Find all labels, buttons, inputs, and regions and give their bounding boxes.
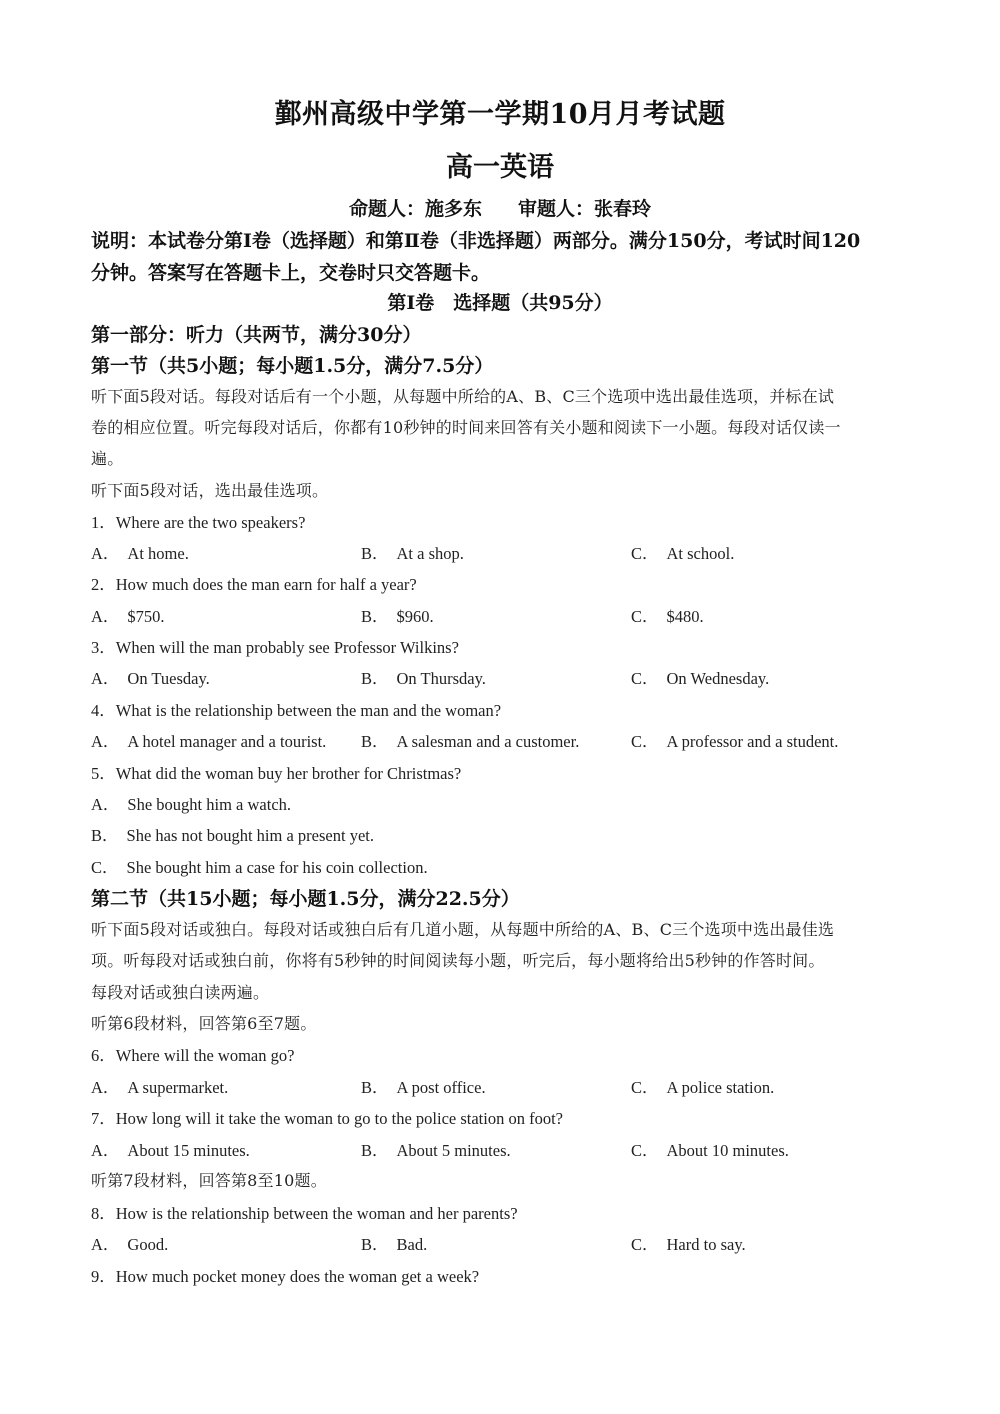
question-7-option-c: C． About 10 minutes. [631, 1141, 789, 1160]
question-8-option-b: B． Bad. [361, 1235, 428, 1254]
question-4: 4．What is the relationship between the man and the woman? [91, 701, 502, 720]
question-2-option-b: B． $960. [361, 607, 434, 626]
question-3-option-a: A． On Tuesday. [91, 669, 210, 688]
question-7: 7．How long will it take the woman to go to the police station on foot? [91, 1109, 564, 1128]
question-3-option-b: B． On Thursday. [361, 669, 486, 688]
question-5: 5．What did the woman buy her brother for Christmas? [91, 764, 462, 783]
question-6: 6．Where will the woman go? [91, 1046, 295, 1065]
question-1: 1．Where are the two speakers? [91, 513, 306, 532]
question-4-option-b: B． A salesman and a customer. [361, 732, 580, 751]
reviewer-label: 审题人：张春玲 [518, 198, 652, 220]
section2-directions-3: 每段对话或独白读两遍。 [91, 983, 270, 1002]
question-3: 3．When will the man probably see Professor Wilkins? [91, 638, 459, 657]
volume1-title: 第Ⅰ卷 选择题（共95分） [387, 292, 613, 314]
question-8-option-c: C． Hard to say. [631, 1235, 746, 1254]
question-6-option-c: C． A police station. [631, 1078, 775, 1097]
instructions-line-2: 分钟。答案写在答题卡上，交卷时只交答题卡。 [91, 262, 491, 284]
question-6-option-a: A． A supermarket. [91, 1078, 229, 1097]
question-2-option-c: C． $480. [631, 607, 704, 626]
question-1-option-a: A． At home. [91, 544, 189, 563]
author-line [0, 194, 1000, 221]
question-3-option-c: C． On Wednesday. [631, 669, 770, 688]
section1-sub-directions: 听下面5段对话，选出最佳选项。 [91, 481, 329, 500]
question-7-option-b: B． About 5 minutes. [361, 1141, 511, 1160]
exam-title: 鄞州高级中学第一学期10月月考试题 [274, 99, 726, 130]
question-8-option-a: A． Good. [91, 1235, 169, 1254]
material-6-note: 听第6段材料，回答第6至7题。 [91, 1014, 317, 1033]
setter-label: 命题人：施多东 [348, 198, 482, 220]
question-8: 8．How is the relationship between the woman and her parents? [91, 1204, 518, 1223]
section1-title: 第一节（共5小题；每小题1.5分，满分7.5分） [91, 355, 494, 377]
question-6-option-b: B． A post office. [361, 1078, 486, 1097]
subject-title: 高一英语 [446, 152, 554, 183]
section2-title: 第二节（共15小题；每小题1.5分，满分22.5分） [91, 888, 520, 910]
section1-directions-3: 遍。 [91, 449, 124, 468]
question-5-option-c: C． She bought him a case for his coin collection. [91, 858, 428, 877]
question-4-option-c: C． A professor and a student. [631, 732, 839, 751]
question-2-option-a: A． $750. [91, 607, 165, 626]
instructions-line-1: 说明：本试卷分第Ⅰ卷（选择题）和第Ⅱ卷（非选择题）两部分。满分150分，考试时间120 [91, 230, 861, 252]
part1-title: 第一部分：听力（共两节，满分30分） [91, 324, 422, 346]
question-2: 2．How much does the man earn for half a year? [91, 575, 417, 594]
question-4-option-a: A． A hotel manager and a tourist. [91, 732, 327, 751]
question-1-option-c: C． At school. [631, 544, 735, 563]
section2-directions-1: 听下面5段对话或独白。每段对话或独白后有几道小题，从每题中所给的A、B、C三个选项中选出最佳选 [91, 920, 835, 939]
section2-directions-2: 项。听每段对话或独白前，你将有5秒钟的时间阅读每小题，听完后，每小题将给出5秒钟的作答时间。 [91, 951, 825, 970]
section1-directions-1: 听下面5段对话。每段对话后有一个小题，从每题中所给的A、B、C三个选项中选出最佳选项，并标在试 [91, 387, 835, 406]
question-5-option-b: B． She has not bought him a present yet. [91, 826, 374, 845]
question-9: 9．How much pocket money does the woman get a week? [91, 1267, 480, 1286]
material-7-note: 听第7段材料，回答第8至10题。 [91, 1171, 327, 1190]
question-5-option-a: A． She bought him a watch. [91, 795, 292, 814]
section1-directions-2: 卷的相应位置。听完每段对话后，你都有10秒钟的时间来回答有关小题和阅读下一小题。每段对话仅读一 [91, 418, 841, 437]
question-1-option-b: B． At a shop. [361, 544, 464, 563]
question-7-option-a: A． About 15 minutes. [91, 1141, 250, 1160]
